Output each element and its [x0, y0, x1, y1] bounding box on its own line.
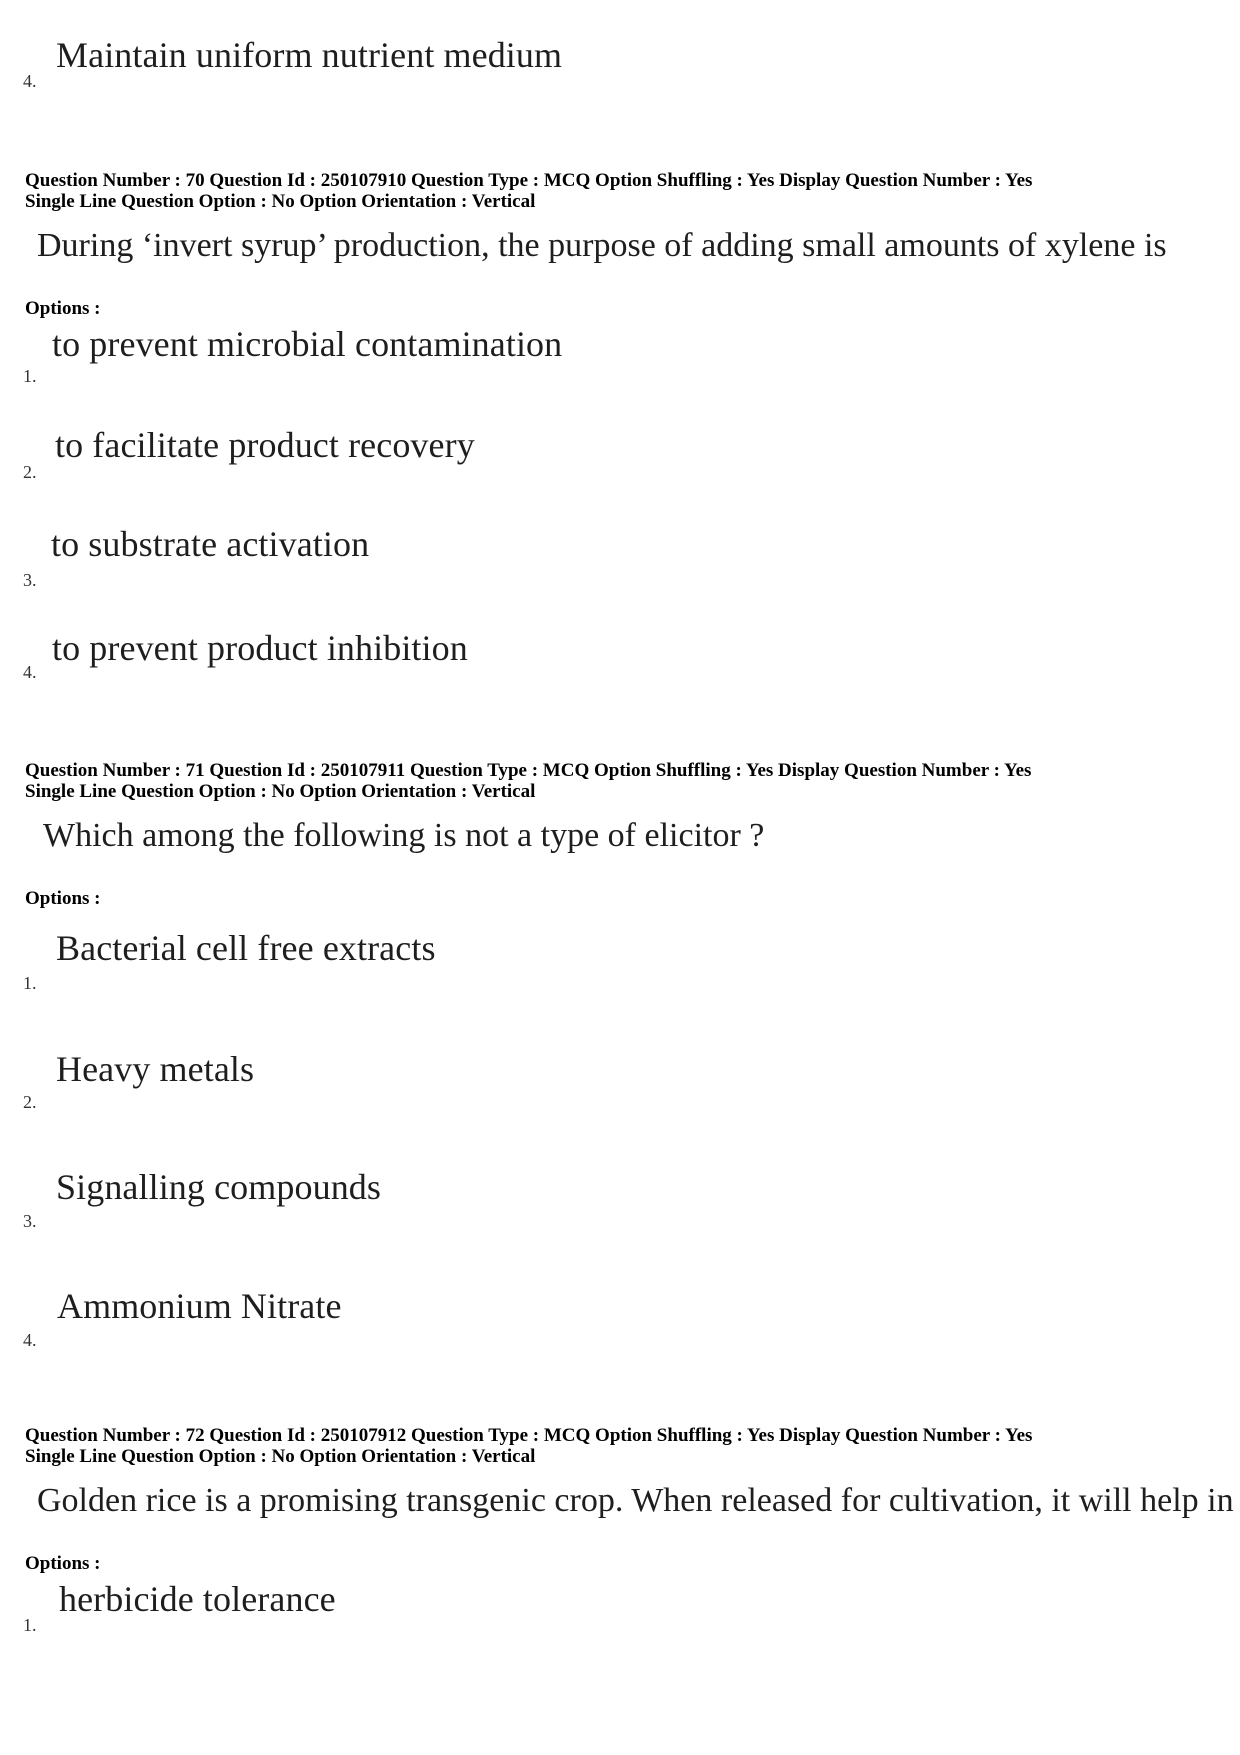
option-text: herbicide tolerance	[59, 1579, 336, 1619]
option-number: 3.	[23, 1211, 37, 1231]
question-meta-line2: Single Line Question Option : No Option Orientation : Vertical	[25, 781, 536, 802]
options-label: Options :	[25, 888, 101, 909]
option-number: 4.	[23, 662, 37, 682]
option-text: to substrate activation	[51, 524, 370, 564]
option-number: 4.	[23, 1330, 37, 1350]
option-number: 2.	[23, 462, 37, 482]
option-text: to prevent product inhibition	[52, 628, 468, 668]
question-text: During ‘invert syrup’ production, the purpose of adding small amounts of xylene is	[37, 227, 1167, 264]
option-number: 1.	[23, 973, 37, 993]
options-label: Options :	[25, 1553, 101, 1574]
options-label: Options :	[25, 298, 101, 319]
option-text: Ammonium Nitrate	[57, 1286, 342, 1326]
option-text: to prevent microbial contamination	[52, 324, 563, 364]
question-meta-line2: Single Line Question Option : No Option Orientation : Vertical	[25, 191, 536, 212]
question-meta-line1: Question Number : 70 Question Id : 250107910 Question Type : MCQ Option Shuffling : Yes Display Question Number : Yes	[25, 170, 1033, 191]
option-text: Maintain uniform nutrient medium	[56, 35, 563, 75]
option-text: Bacterial cell free extracts	[56, 928, 436, 968]
option-text: Heavy metals	[56, 1049, 255, 1089]
option-text: to facilitate product recovery	[55, 425, 475, 465]
question-text: Golden rice is a promising transgenic crop. When released for cultivation, it will help in	[37, 1482, 1234, 1519]
option-number: 1.	[23, 1615, 37, 1635]
question-meta-line1: Question Number : 72 Question Id : 250107912 Question Type : MCQ Option Shuffling : Yes Display Question Number : Yes	[25, 1425, 1033, 1446]
question-text: Which among the following is not a type of elicitor ?	[43, 817, 765, 854]
option-number: 2.	[23, 1092, 37, 1112]
option-number: 4.	[23, 71, 37, 91]
option-text: Signalling compounds	[56, 1167, 381, 1207]
option-number: 3.	[23, 570, 37, 590]
question-meta-line2: Single Line Question Option : No Option Orientation : Vertical	[25, 1446, 536, 1467]
question-meta-line1: Question Number : 71 Question Id : 250107911 Question Type : MCQ Option Shuffling : Yes Display Question Number : Yes	[25, 760, 1032, 781]
option-number: 1.	[23, 366, 37, 386]
